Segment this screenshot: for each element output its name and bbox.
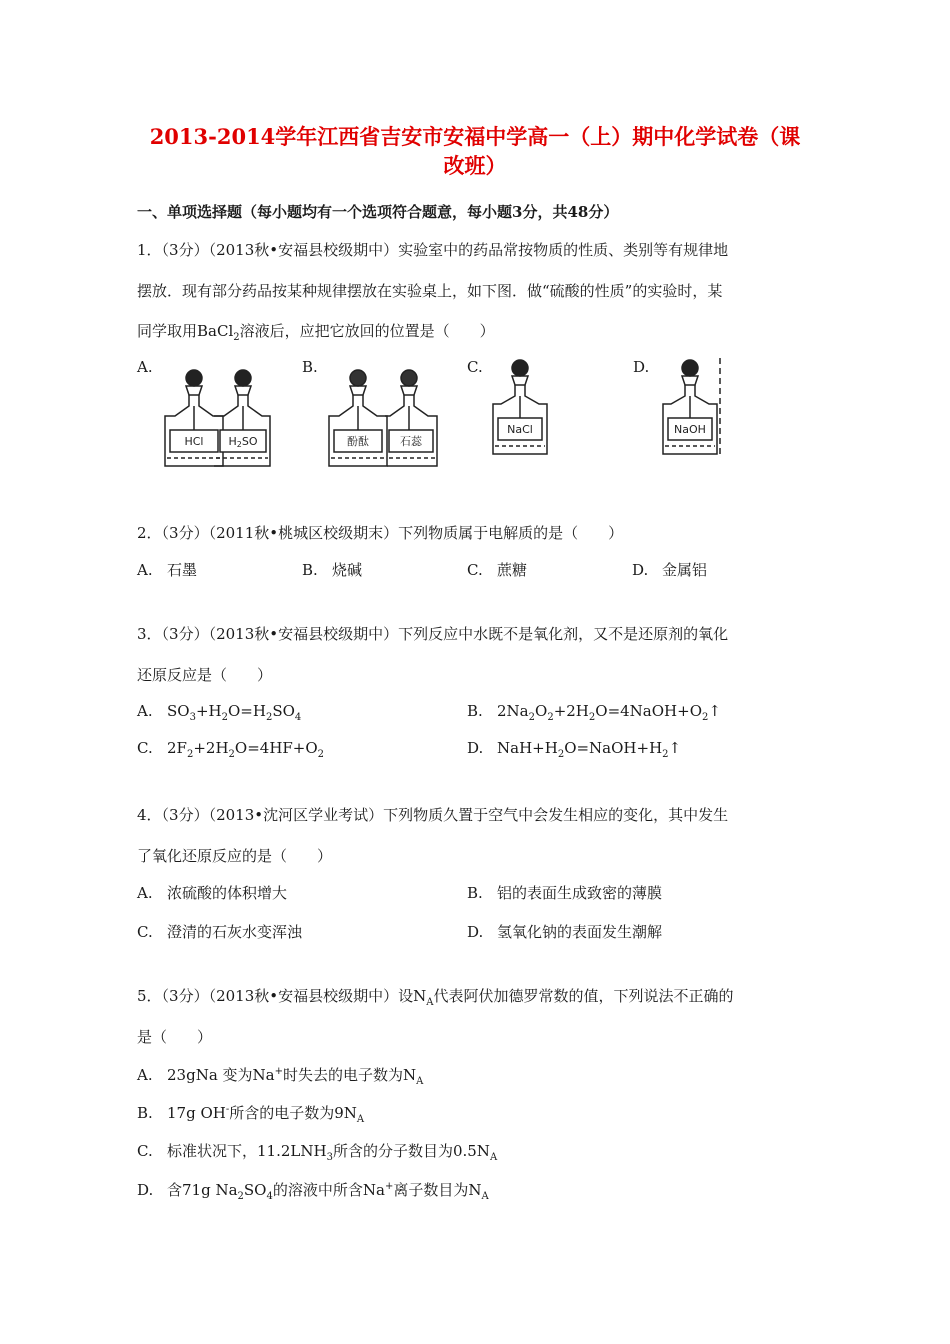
q5-line-1: 5．（3分）（2013秋•安福县校级期中）设$N_A$代表阿伏加德罗常数的值，下列说法不正确的 — [137, 987, 734, 1008]
q5-option-c: C. 标准状况下，$11.2LNH_3$所含的分子数目为$0.5N_A$ — [137, 1142, 498, 1163]
q4-option-c: C. 澄清的石灰水变浑浊 — [137, 923, 303, 941]
q1-option-d-label: D. — [633, 358, 650, 376]
bottle-label-nacl: NaCl — [507, 423, 533, 436]
title-line-1: 2013-2014学年江西省吉安市安福中学高一（上）期中化学试卷（课 — [149, 124, 801, 149]
q2-option-b: B. 烧碱 — [302, 561, 363, 579]
q3-line-1: 3．（3分）（2013秋•安福县校级期中）下列反应中水既不是氧化剂，又不是还原剂的氧化 — [137, 625, 729, 643]
q4-option-a: A. 浓硫酸的体积增大 — [137, 884, 288, 902]
bottle-label-litmus: 石蕊 — [400, 435, 422, 448]
reagent-bottles-image — [137, 358, 737, 473]
q4-option-b: B. 铝的表面生成致密的薄膜 — [467, 884, 663, 902]
q5-option-a: A. 23gNa 变为Na+时失去的电子数为$N_A$ — [137, 1066, 424, 1087]
q2-option-a: A. 石墨 — [137, 561, 198, 579]
q1-option-c-label: C. — [467, 358, 483, 376]
q3-line-2: 还原反应是（ ） — [137, 666, 273, 684]
bottle-label-naoh: NaOH — [674, 423, 706, 436]
q3-option-d: D. $NaH+H_2O=NaOH+H_2↑$ — [467, 739, 682, 760]
title-line-2: 改班） — [443, 153, 507, 178]
q1-option-b-label: B. — [302, 358, 318, 376]
q2-stem: 2．（3分）（2011秋•桃城区校级期末）下列物质属于电解质的是（ ） — [137, 524, 624, 542]
bottle-naoh — [663, 358, 720, 454]
q3-option-a: A. $SO_3+H_2O=H_2SO_4$ — [137, 702, 302, 723]
section-heading: 一、单项选择题（每小题均有一个选项符合题意，每小题3分，共48分） — [137, 203, 619, 221]
q3-option-c: C. $2F_2+2H_2O=4HF+O_2$ — [137, 739, 325, 760]
q1-option-a-label: A. — [137, 358, 153, 376]
q4-line-2: 了氧化还原反应的是（ ） — [137, 847, 333, 865]
bottle-label-h2so4: H2SO — [228, 435, 258, 449]
q2-option-c: C. 蔗糖 — [467, 561, 528, 579]
q1-line-1: 1．（3分）（2013秋•安福县校级期中）实验室中的药品常按物质的性质、类别等有规律地 — [137, 241, 729, 259]
bottle-phenolphthalein — [329, 370, 387, 466]
q5-option-d: D. 含71g $Na_2SO_4$的溶液中所含Na+离子数目为$N_A$ — [137, 1181, 489, 1202]
bottle-litmus — [385, 370, 437, 466]
bottle-label-hcl: HCl — [184, 435, 204, 448]
q5-option-b: B. 17g OH-所含的电子数为$9N_A$ — [137, 1104, 365, 1125]
q2-option-d: D. 金属铝 — [632, 561, 708, 579]
q3-option-b: B. $2Na_2O_2+2H_2O=4NaOH+O_2↑$ — [467, 702, 721, 723]
q5-line-2: 是（ ） — [137, 1028, 213, 1046]
q4-line-1: 4．（3分）（2013•沈河区学业考试）下列物质久置于空气中会发生相应的变化，其中发生 — [137, 806, 729, 824]
q4-option-d: D. 氢氧化钠的表面发生潮解 — [467, 923, 663, 941]
q1-line-2: 摆放．现有部分药品按某种规律摆放在实验桌上，如下图．做“硫酸的性质”的实验时，某 — [137, 282, 723, 300]
bottle-nacl — [493, 360, 547, 454]
q1-line-3: 同学取用BaCl$_2$溶液后，应把它放回的位置是（ ） — [137, 322, 495, 343]
bottle-hcl — [165, 370, 223, 466]
bottle-label-phenolphthalein: 酚酞 — [347, 435, 369, 448]
exam-title — [100, 122, 850, 180]
